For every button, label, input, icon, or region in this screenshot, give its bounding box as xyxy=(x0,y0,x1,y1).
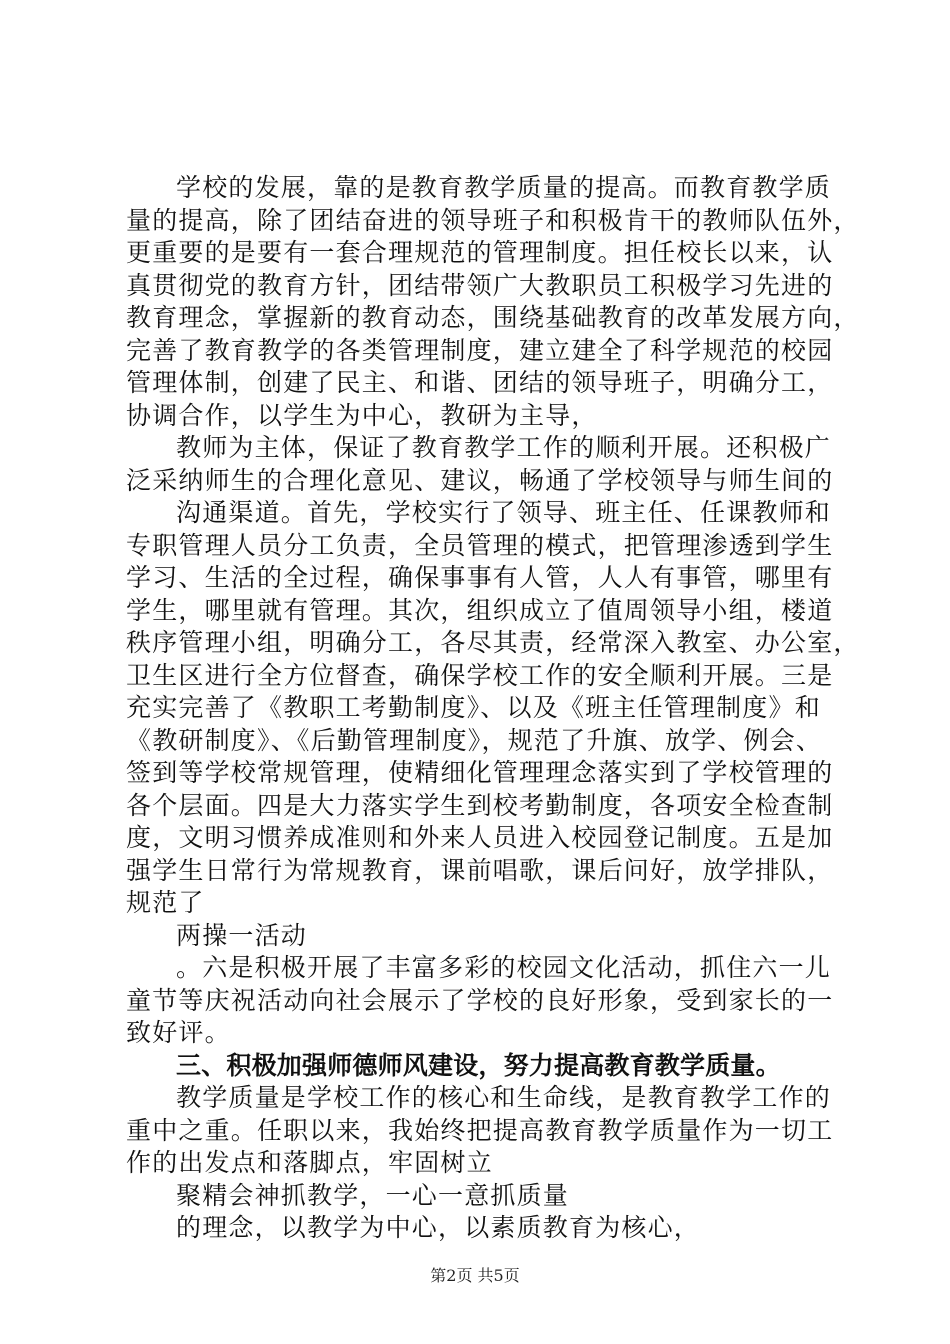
text-line: 各个层面。四是大力落实学生到校考勤制度，各项安全检查制 xyxy=(126,790,834,820)
text-line: 卫生区进行全方位督查，确保学校工作的安全顺利开展。三是 xyxy=(126,660,834,690)
text-line: 学习、生活的全过程，确保事事有人管，人人有事管，哪里有 xyxy=(126,563,834,592)
document-body xyxy=(126,172,860,1245)
text-line: 聚精会神抓教学，一心一意抓质量 xyxy=(176,1180,570,1210)
section-heading: 三、积极加强师德师风建设，努力提高教育教学质量。 xyxy=(176,1050,781,1080)
text-line: 真贯彻党的教育方针，团结带领广大教职员工积极学习先进的 xyxy=(126,270,834,300)
text-line: 教学质量是学校工作的核心和生命线，是教育教学工作的 xyxy=(176,1083,832,1112)
text-line: 度，文明习惯养成准则和外来人员进入校园登记制度。五是加 xyxy=(126,823,834,852)
text-line: 量的提高，除了团结奋进的领导班子和积极肯干的教师队伍外， xyxy=(126,205,860,235)
text-line: 教师为主体，保证了教育教学工作的顺利开展。还积极广 xyxy=(176,433,832,462)
text-line: 协调合作，以学生为中心，教研为主导， xyxy=(126,400,598,430)
text-line: 规范了 xyxy=(126,888,205,917)
text-line: 。六是积极开展了丰富多彩的校园文化活动，抓住六一儿 xyxy=(176,953,832,982)
text-line: 两操一活动 xyxy=(176,920,308,950)
text-line: 更重要的是要有一套合理规范的管理制度。担任校长以来，认 xyxy=(126,238,834,267)
text-line: 的理念，以教学为中心，以素质教育为核心， xyxy=(176,1213,701,1242)
text-line: 专职管理人员分工负责，全员管理的模式，把管理渗透到学生 xyxy=(126,530,834,560)
text-line: 充实完善了《教职工考勤制度》、以及《班主任管理制度》和 xyxy=(126,693,821,722)
text-line: 泛采纳师生的合理化意见、建议，畅通了学校领导与师生间的 xyxy=(126,465,834,495)
text-line: 童节等庆祝活动向社会展示了学校的良好形象，受到家长的一 xyxy=(126,985,834,1015)
text-line: 签到等学校常规管理，使精细化管理理念落实到了学校管理的 xyxy=(126,758,834,787)
text-line: 《教研制度》、《后勤管理制度》，规范了升旗、放学、例会、 xyxy=(126,725,823,755)
text-line: 作的出发点和落脚点，牢固树立 xyxy=(126,1148,493,1177)
text-line: 学校的发展，靠的是教育教学质量的提高。而教育教学质 xyxy=(176,173,832,202)
text-line: 强学生日常行为常规教育，课前唱歌，课后问好，放学排队， xyxy=(126,855,834,885)
text-line: 学生，哪里就有管理。其次，组织成立了值周领导小组，楼道 xyxy=(126,595,834,625)
text-line: 致好评。 xyxy=(126,1018,231,1047)
page-number-footer: 第2页 共5页 xyxy=(430,1266,520,1285)
text-line: 教育理念，掌握新的教育动态，围绕基础教育的改革发展方向， xyxy=(126,303,860,332)
text-line: 管理体制，创建了民主、和谐、团结的领导班子，明确分工， xyxy=(126,368,834,397)
text-line: 沟通渠道。首先，学校实行了领导、班主任、任课教师和 xyxy=(176,498,832,527)
text-line: 完善了教育教学的各类管理制度，建立建全了科学规范的校园 xyxy=(126,335,834,365)
text-line: 重中之重。任职以来，我始终把提高教育教学质量作为一切工 xyxy=(126,1115,834,1145)
text-line: 秩序管理小组，明确分工，各尽其责，经常深入教室、办公室， xyxy=(126,628,860,657)
